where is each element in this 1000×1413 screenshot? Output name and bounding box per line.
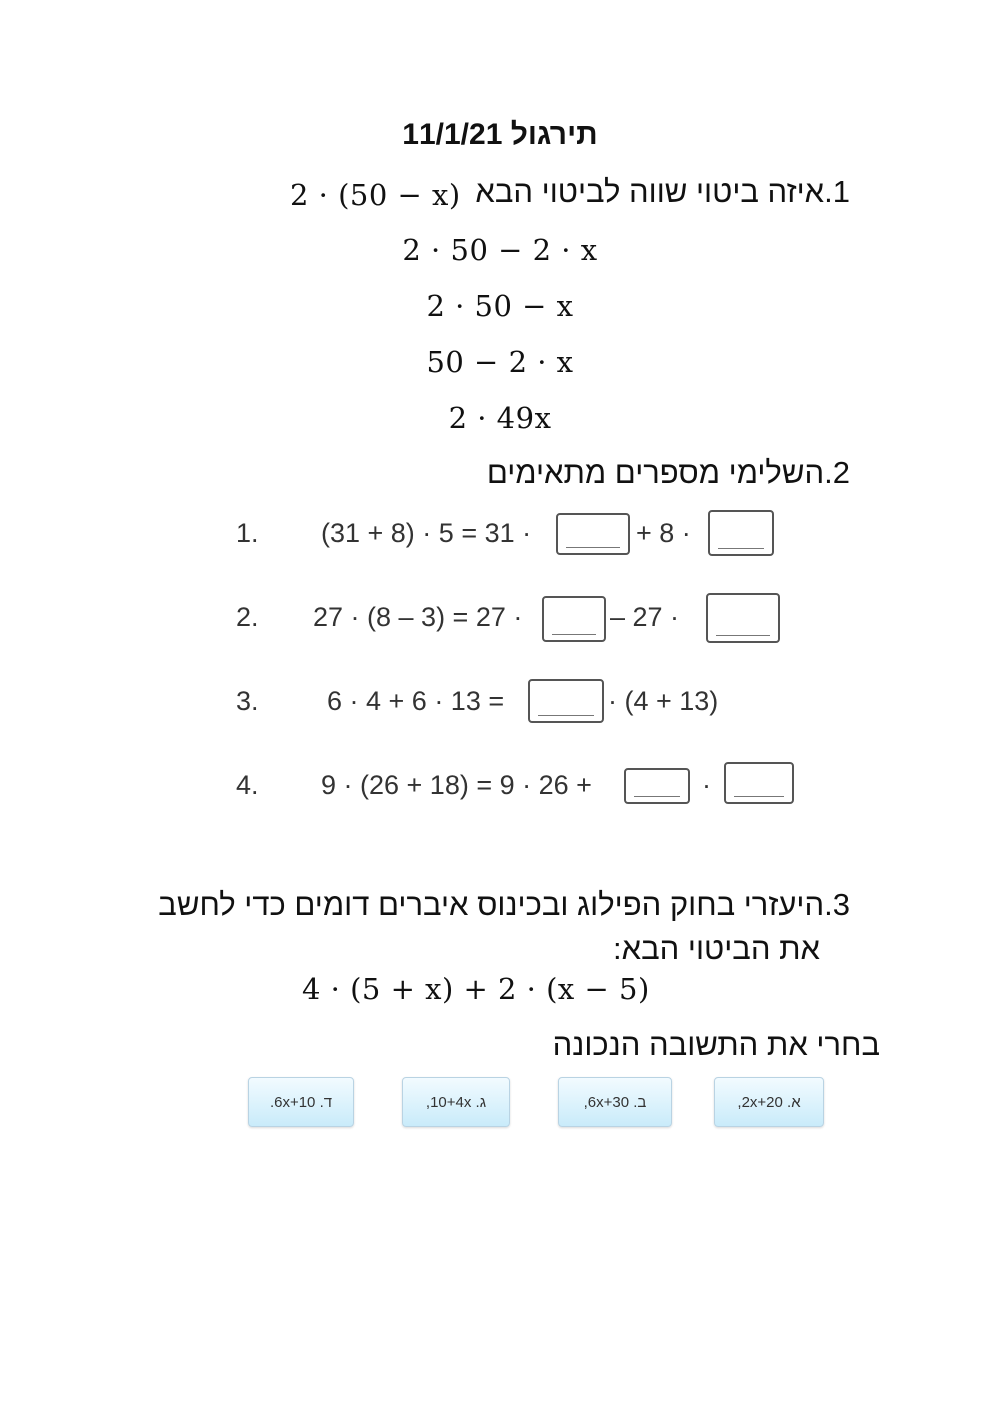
exercise-number: 4.: [236, 770, 259, 800]
exercise-left-text: 6 · 4 + 6 · 13 =: [327, 686, 505, 716]
exercise-left-text: 27 · (8 – 3) = 27 ·: [313, 602, 523, 632]
choice-button-a[interactable]: א. 2x+20,: [714, 1077, 824, 1127]
answer-box[interactable]: [528, 679, 604, 723]
exercise-row-3: [236, 678, 796, 722]
exercise-middle-text: – 27 ·: [610, 602, 680, 632]
answer-box[interactable]: [706, 593, 780, 643]
question-3-line-1: 3.היעזרי בחוק הפילוג ובכינוס איברים דומים כדי לחשב: [158, 887, 850, 922]
question-1-option-b: 2 · 50 − x: [426, 289, 574, 323]
answer-box[interactable]: [708, 510, 774, 556]
exercise-middle-text: ·: [702, 770, 711, 800]
choice-button-c[interactable]: ג. 10+4x,: [402, 1077, 510, 1127]
answer-box[interactable]: [624, 768, 690, 804]
exercise-left-text: 9 · (26 + 18) = 9 · 26 +: [321, 770, 592, 800]
choice-button-d[interactable]: ד. 6x+10.: [248, 1077, 354, 1127]
exercise-middle-text: + 8 ·: [636, 518, 691, 548]
exercise-row-4: [236, 762, 796, 806]
question-3-line-2: את הביטוי הבא:: [613, 931, 820, 966]
answer-box[interactable]: [724, 762, 794, 804]
choice-button-b[interactable]: ב. 6x+30,: [558, 1077, 672, 1127]
exercise-number: 2.: [236, 602, 259, 632]
exercise-left-text: (31 + 8) · 5 = 31 ·: [321, 518, 532, 548]
exercise-number: 3.: [236, 686, 259, 716]
question-1-expression: 2 · (50 − x): [290, 178, 461, 212]
question-3-expression: 4 · (5 + x) + 2 · (x − 5): [302, 972, 650, 1006]
question-3-prompt: בחרי את התשובה הנכונה: [552, 1027, 880, 1062]
question-1-option-a: 2 · 50 − 2 · x: [402, 233, 598, 267]
answer-box[interactable]: [556, 513, 630, 555]
question-1-option-c: 50 − 2 · x: [426, 345, 574, 379]
exercise-row-2: [236, 594, 796, 638]
exercise-right-text: · (4 + 13): [608, 686, 719, 716]
question-2-text: 2.השלימי מספרים מתאימים: [486, 455, 850, 490]
answer-box[interactable]: [542, 596, 606, 642]
page-title: תירגול 11/1/21: [402, 118, 598, 151]
exercise-number: 1.: [236, 518, 259, 548]
question-1-text: 1.איזה ביטוי שווה לביטוי הבא: [475, 174, 850, 209]
question-1-option-d: 2 · 49x: [448, 401, 552, 435]
exercise-row-1: [236, 510, 796, 554]
